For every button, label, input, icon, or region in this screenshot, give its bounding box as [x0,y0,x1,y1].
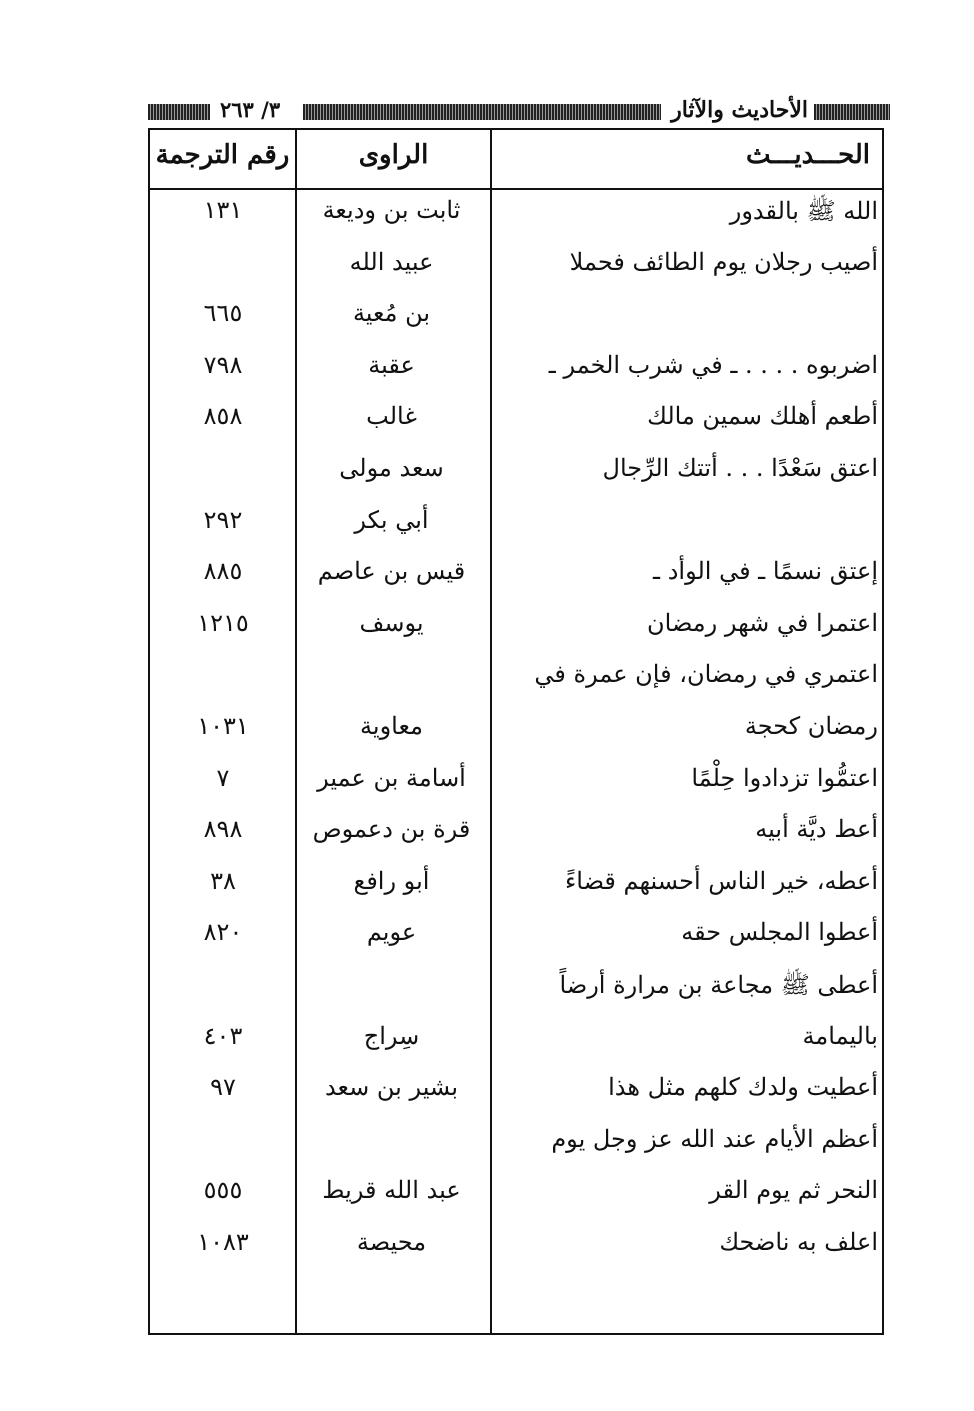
hadith-cell: أعظم الأيام عند الله عز وجل يوم [551,1124,878,1153]
table-row [148,764,884,816]
hadith-cell: اضربوه . . . . ـ في شرب الخمر ـ [548,350,878,379]
table-body [148,196,884,1279]
narrator-cell: أبو رافع [353,866,430,895]
hadith-cell: اعتق سَعْدًا . . . أتتك الرِّجال [602,453,878,482]
table-row [148,970,884,1022]
header-rule-left [148,104,210,120]
narrator-cell: أسامة بن عمير [317,763,466,792]
hadith-cell: اعتمُّوا تزدادوا حِلْمًا [691,763,878,792]
translation-number: ٥٥٥ [203,1176,243,1205]
hadith-cell: أعطى ﷺ مجاعة بن مرارة أرضاً [559,970,878,999]
table-row [148,609,884,661]
page-header [148,97,890,127]
translation-number: ١٢١٥ [197,608,249,637]
column-header-number: رقم الترجمة [155,140,290,170]
hadith-cell: أطعم أهلك سمين مالك [647,402,878,431]
hadith-cell: إعتق نسمًا ـ في الوأد ـ [653,557,878,586]
column-header-hadith: الحـــديـــث [745,140,870,170]
narrator-cell: عقبة [368,350,415,379]
translation-number: ٨٨٥ [203,557,243,586]
column-header-narrator: الراوى [358,140,429,170]
narrator-cell: أبي بكر [354,505,429,534]
narrator-cell: غالب [366,402,417,431]
translation-number: ١٠٨٣ [197,1227,249,1256]
table-row [148,506,884,558]
table-row [148,454,884,506]
table-row [148,1228,884,1280]
translation-number: ٨٩٨ [203,815,243,844]
translation-number: ٦٦٥ [203,299,243,328]
hadith-cell: أعطه، خير الناس أحسنهم قضاءً [564,866,878,895]
translation-number: ٩٧ [210,1073,236,1102]
table-row [148,1073,884,1125]
table-row [148,712,884,764]
translation-number: ٨٥٨ [203,402,243,431]
narrator-cell: معاوية [360,711,423,740]
translation-number: ٧ [216,763,230,792]
running-title: الأحاديث والآثار [671,97,808,123]
translation-number: ٤٠٣ [203,1021,243,1050]
table-row [148,557,884,609]
table-row [148,402,884,454]
table-row [148,1125,884,1177]
narrator-cell: عبد الله قريط [322,1176,461,1205]
narrator-cell: بشير بن سعد [324,1073,459,1102]
header-divider [150,188,882,190]
hadith-cell: أعطوا المجلس حقه [681,918,878,947]
hadith-cell: اعتمرا في شهر رمضان [647,608,878,637]
translation-number: ١٣١ [203,196,243,224]
hadith-cell: باليمامة [802,1021,878,1050]
page-reference: ٣/ ٢٦٣ [220,97,281,122]
hadith-cell: اعلف به ناضحك [719,1227,878,1256]
narrator-cell: بن مُعية [352,299,431,328]
narrator-cell: محيصة [356,1227,427,1256]
table-row [148,918,884,970]
table-row [148,867,884,919]
table-row [148,660,884,712]
table-row [148,815,884,867]
table-row [148,1176,884,1228]
table-row [148,351,884,403]
table-row [148,248,884,300]
narrator-cell: ثابت بن وديعة [322,196,461,224]
translation-number: ٧٩٨ [203,350,243,379]
hadith-cell: رمضان كحجة [744,711,878,740]
hadith-cell: أعط ديَّة أبيه [755,815,878,844]
translation-number: ٢٩٢ [203,505,243,534]
header-rule-middle [303,104,661,120]
table-row [148,299,884,351]
narrator-cell: عويم [366,918,417,947]
narrator-cell: سِراج [363,1021,420,1050]
narrator-cell: عبيد الله [349,247,434,276]
narrator-cell: يوسف [359,608,424,637]
translation-number: ١٠٣١ [197,711,249,740]
table-row [148,196,884,248]
hadith-cell: أصيب رجلان يوم الطائف فحملا [569,247,878,276]
narrator-cell: قرة بن دعموص [312,815,471,844]
table-row [148,1022,884,1074]
narrator-cell: قيس بن عاصم [317,557,466,586]
translation-number: ٣٨ [210,866,236,895]
header-rule-right [814,104,890,120]
hadith-cell: النحر ثم يوم القر [709,1176,878,1205]
hadith-cell: اعتمري في رمضان، فإن عمرة في [534,660,878,689]
translation-number: ٨٢٠ [203,918,243,947]
hadith-cell: أعطيت ولدك كلهم مثل هذا [608,1073,878,1102]
narrator-cell: سعد مولى [339,453,444,482]
hadith-cell: الله ﷺ بالقدور [729,197,878,225]
